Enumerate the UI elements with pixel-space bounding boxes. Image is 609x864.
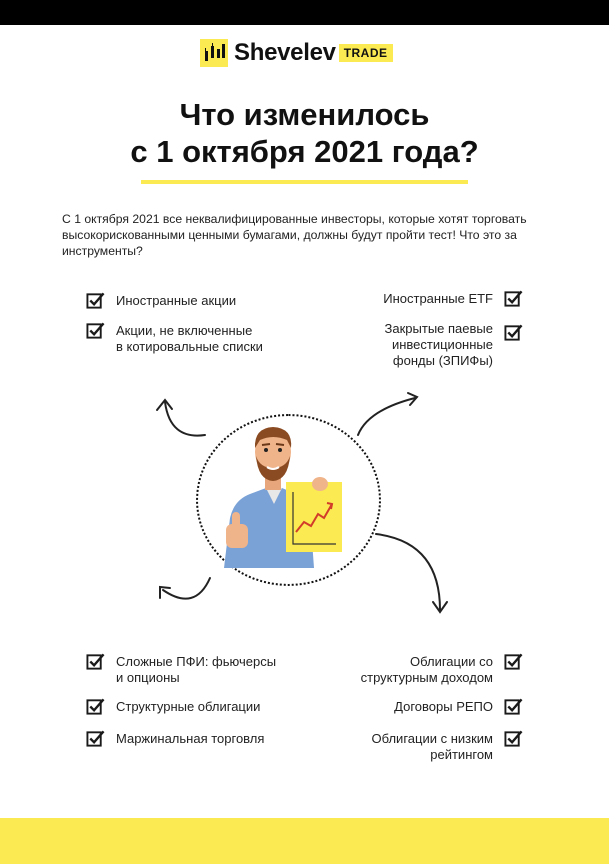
title-line-2: с 1 октября 2021 года?: [130, 134, 479, 169]
checkbox-checked-icon: [86, 652, 105, 671]
bottom-bar: [0, 818, 609, 864]
item-line-1: Иностранные акции: [116, 293, 237, 308]
title-line-1: Что изменилось: [179, 97, 430, 132]
item-line-2: инвестиционные: [391, 337, 493, 352]
item-line-1: Облигации с низким: [371, 731, 493, 746]
intro-text: С 1 октября 2021 все неквалифицированные инвесторы, которые хотят торговать высокорискованными ценными бумагами, должны будут пройти тест! Что это за инструменты?: [62, 212, 527, 258]
item-line-3: фонды (ЗПИФы): [392, 353, 493, 368]
checkbox-checked-icon: [504, 697, 523, 716]
list-item: [372, 731, 524, 763]
item-line-1: Структурные облигации: [116, 699, 261, 714]
item-line-2: структурным доходом: [360, 670, 493, 685]
item-line-2: рейтингом: [430, 747, 493, 762]
curved-arrow-icon: [358, 393, 417, 435]
item-line-1: Иностранные ETF: [383, 291, 493, 306]
item-line-1: Облигации со: [410, 654, 493, 669]
list-item: [86, 654, 276, 686]
brand-name: Shevelev: [234, 39, 336, 66]
list-item: [86, 731, 264, 747]
item-line-1: Сложные ПФИ: фьючерсы: [116, 654, 277, 669]
brand-tag: TRADE: [339, 44, 393, 62]
list-item: [361, 654, 523, 686]
list-item: [394, 699, 523, 715]
checkbox-checked-icon: [86, 697, 105, 716]
item-line-1: Закрытые паевые: [384, 321, 493, 336]
curved-arrow-icon: [376, 534, 447, 612]
item-line-2: в котировальные списки: [116, 339, 263, 354]
checkbox-checked-icon: [86, 729, 105, 748]
curved-arrow-icon: [157, 400, 205, 436]
checkbox-checked-icon: [504, 652, 523, 671]
curved-arrow-icon: [160, 578, 210, 599]
item-line-1: Акции, не включенные: [116, 323, 253, 338]
item-line-2: и опционы: [116, 670, 180, 685]
list-item: [86, 699, 260, 715]
checkbox-checked-icon: [504, 729, 523, 748]
item-line-1: Договоры РЕПО: [394, 699, 493, 714]
item-line-1: Маржинальная торговля: [116, 731, 265, 746]
